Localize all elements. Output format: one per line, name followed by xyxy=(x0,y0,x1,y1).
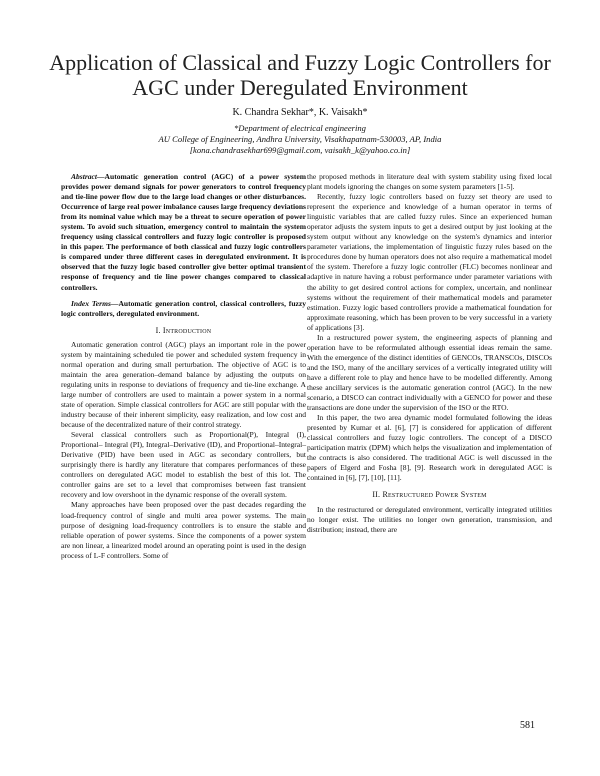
abstract-label: Abstract xyxy=(71,172,97,181)
body-paragraph: Many approaches have been proposed over the past decades regarding the load-frequency control of single and multi area power systems. The main purpose of designing load-frequency controllers is to ensure the stable and reliable operation of power systems. Since the components of a power system are non linear, a linearized model around an operating point is used in the design process of L-F controllers. Some of xyxy=(61,500,306,560)
body-paragraph: Recently, fuzzy logic controllers based on fuzzy set theory are used to represent the experience and knowledge of a human operator in terms of linguistic variables that are called fuzzy rules. Since an experienced human operator adjusts the system inputs to get a desired output by just looking at the system output without any knowledge on the system's dynamics and interior parameter variations, the implementation of linguistic fuzzy rules based on the procedures done by human operators does not also require a mathematical model of the system. Therefore a fuzzy logic controller (FLC) becomes nonlinear and adaptive in nature having a robust performance under parameter variations with the ability to get desired control actions for complex, uncertain, and nonlinear systems without the requirement of their mathematical models and parameter estimation. Fuzzy logic based controllers provide a mathematical foundation for approximate reasoning, which has been proven to be very successful in a variety of applications [3]. xyxy=(307,192,552,332)
affiliation-college: AU College of Engineering, Andhra University, Visakhapatnam-530003, AP, India xyxy=(158,134,442,144)
right-column xyxy=(307,172,552,535)
abstract-text: —Automatic generation control (AGC) of a power system provides power demand signals for power generators to control frequency and tie-line power flow due to the large load changes or other disturbances. Occurrence of large real power imbalance causes large frequency deviations from its nominal value which may be a threat to secure operation of power system. To avoid such situation, emergency control to maintain the system frequency using classical controllers and fuzzy logic controller is proposed in this paper. The performance of both classical and fuzzy logic controllers is compared under three different cases in deregulated environment. It is observed that the fuzzy logic based controller give better optimal transient response of frequency and tie line power changes compared to classical controllers. xyxy=(61,172,306,292)
paper-title: Application of Classical and Fuzzy Logic Controllers for AGC under Deregulated Environment xyxy=(49,50,551,100)
left-column xyxy=(61,172,306,561)
authors: K. Chandra Sekhar*, K. Vaisakh* xyxy=(232,107,368,118)
body-paragraph: In a restructured power system, the engineering aspects of planning and operation have to be reformulated although essential ideas remain the same. With the emergence of the distinct identities of GENCOs, TRANSCOs, DISCOs and the ISO, many of the ancillary services of a vertically integrated utility will have a different role to play and hence have to be modelled differently. Among these ancillary services is the automatic generation control (AGC). In the new scenario, a DISCO can contract individually with a GENCO for power and these transactions are done under the supervision of the ISO or the RTO. xyxy=(307,332,552,413)
body-paragraph: the proposed methods in literature deal with system stability using fixed local plant models ignoring the changes on some system parameters [1-5]. xyxy=(307,172,552,192)
affiliation xyxy=(40,123,560,156)
page-number: 581 xyxy=(520,720,535,731)
section-2-heading: II. Restructured Power System xyxy=(372,490,487,500)
affiliation-dept: *Department of electrical engineering xyxy=(234,123,366,133)
index-terms-label: Index Terms xyxy=(71,298,111,308)
abstract xyxy=(61,172,306,293)
index-terms xyxy=(61,299,306,319)
affiliation-emails: [kona.chandrasekhar699@gmail.com, vaisakh_k@yahoo.co.in] xyxy=(189,145,411,155)
body-paragraph: In the restructured or deregulated environment, vertically integrated utilities no longer exist. The utilities no longer own generation, transmission, and distribution; instead, there are xyxy=(307,504,552,534)
section-1-heading: I. Introduction xyxy=(155,325,212,335)
body-paragraph: Automatic generation control (AGC) plays an important role in the power system by maintaining scheduled tie power and scheduled system frequency in normal operation and during small perturbation. The objective of AGC is to maintain the area generation–demand balance by adjusting the outputs on regulating units in response to deviations of frequency and tie-line exchange. A large number of controllers are used to maintain a power system in a normal state of operation. Simple classical controllers for AGC are still popular with the industry because of their inherent simplicity, easy realization, and low cost and because of the decentralized nature of their control strategy. xyxy=(61,339,306,430)
body-paragraph: In this paper, the two area dynamic model formulated following the ideas presented by Kumar et al. [6], [7] is considered for application of different classical controllers and fuzzy logic controllers. The concept of a DISCO participation matrix (DPM) which helps the visualization and implementation of the contracts is also considered. The traditional AGC is well discussed in the papers of Elgerd and Fosha [8], [9]. Research work in deregulated AGC is contained in [6], [7], [10], [11]. xyxy=(307,413,552,483)
body-paragraph: Several classical controllers such as Proportional(P), Integral (I), Proportional– Integral (PI), Integral–Derivative (ID), and Proportional–Integral– Derivative (PID) have been used in AGC as secondary controllers, but surprisingly there is hardly any literature that compares performances of these controllers on deregulated AGC model to establish the best of this lot. The controller gains are set to a level that compromises between fast transient recovery and low overshoot in the dynamic response of the overall system. xyxy=(61,430,306,500)
index-terms-text: —Automatic generation control, classical controllers, fuzzy logic controllers, deregulated environment. xyxy=(61,298,306,318)
